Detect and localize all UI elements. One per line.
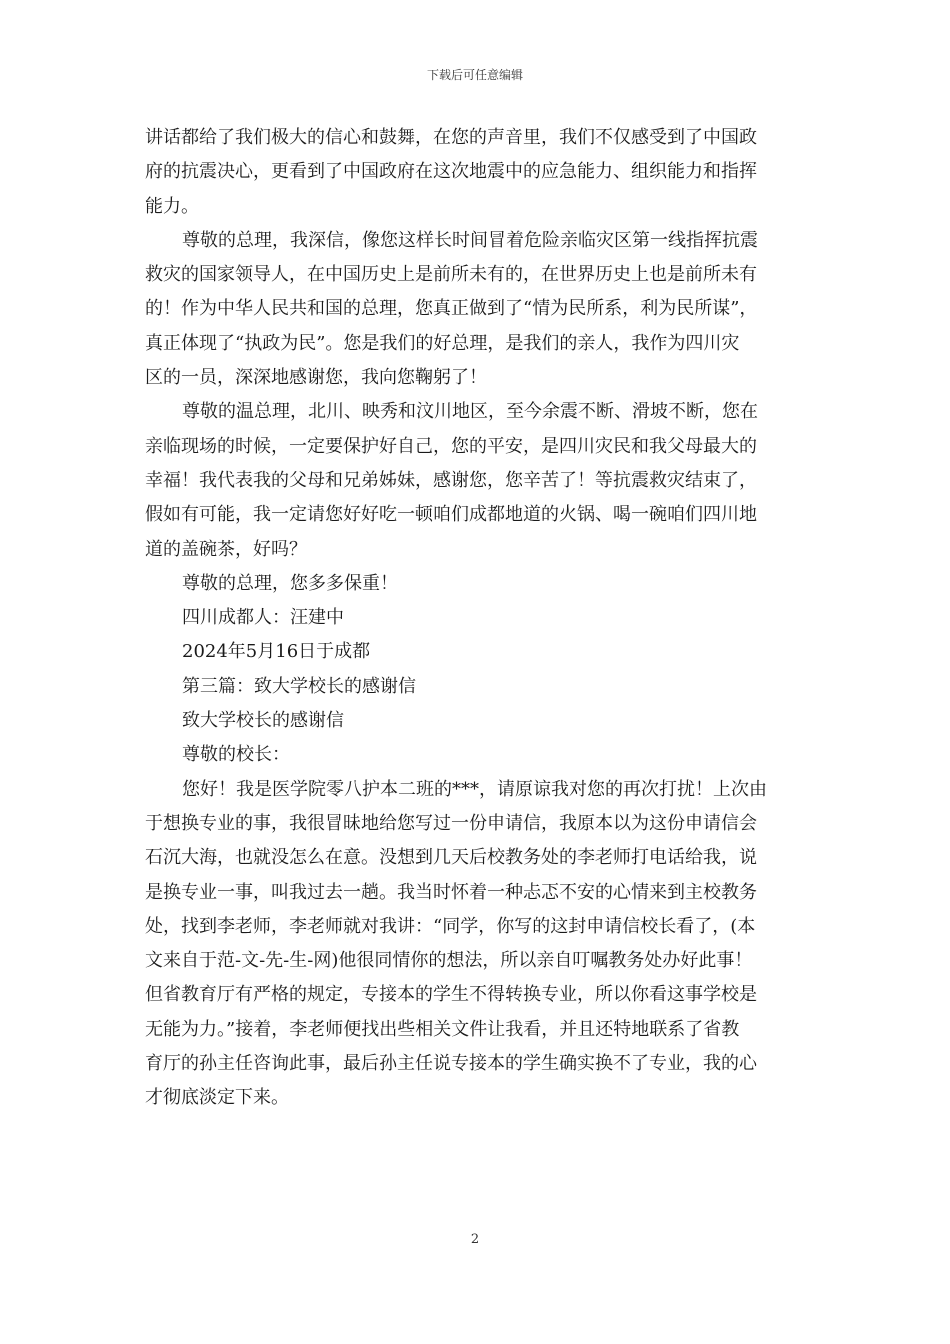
- text-line: 但省教育厅有严格的规定，专接本的学生不得转换专业，所以你看这事学校是: [145, 984, 757, 1006]
- document-body: [145, 121, 810, 1116]
- text-line: 于想换专业的事，我很冒昧地给您写过一份申请信，我原本以为这份申请信会: [145, 812, 757, 834]
- text-line: 处，找到李老师，李老师就对我讲：“同学，你写的这封申请信校长看了，(本: [145, 915, 756, 937]
- text-line: 尊敬的总理，我深信，像您这样长时间冒着危险亲临灾区第一线指挥抗震: [182, 229, 758, 251]
- text-line: 尊敬的温总理，北川、映秀和汶川地区，至今余震不断、滑坡不断，您在: [182, 401, 758, 423]
- text-line: 尊敬的校长：: [182, 744, 290, 766]
- paragraph: [145, 567, 810, 601]
- text-line: 2024年5月16日于成都: [182, 641, 371, 663]
- text-line: 文来自于范-文-先-生-网)他很同情你的想法，所以亲自叮嘱教务处办好此事！: [145, 950, 753, 972]
- text-line: 讲话都给了我们极大的信心和鼓舞，在您的声音里，我们不仅感受到了中国政: [145, 127, 757, 148]
- text-line: 第三篇：致大学校长的感谢信: [182, 675, 416, 697]
- paragraph: [145, 738, 810, 772]
- text-line: 石沉大海，也就没怎么在意。没想到几天后校教务处的李老师打电话给我，说: [145, 847, 757, 869]
- text-line: 能力。: [145, 195, 199, 217]
- text-line: 道的盖碗茶，好吗？: [145, 538, 307, 560]
- text-line: 无能为力。”接着，李老师便找出些相关文件让我看，并且还特地联系了省教: [145, 1018, 740, 1040]
- text-line: 假如有可能，我一定请您好好吃一顿咱们成都地道的火锅、喝一碗咱们四川地: [145, 504, 757, 526]
- text-line: 四川成都人：汪建中: [182, 607, 344, 629]
- paragraph: [145, 224, 810, 395]
- paragraph: [145, 704, 810, 738]
- text-line: 救灾的国家领导人，在中国历史上是前所未有的，在世界历史上也是前所未有: [145, 264, 757, 286]
- paragraph: [145, 395, 810, 566]
- text-line: 才彻底淡定下来。: [145, 1087, 289, 1109]
- text-line: 区的一员，深深地感谢您，我向您鞠躬了！: [145, 367, 487, 389]
- page-header: 下载后可任意编辑: [426, 68, 523, 82]
- text-line: 幸福！我代表我的父母和兄弟姊妹，感谢您，您辛苦了！等抗震救灾结束了，: [145, 469, 757, 491]
- text-line: 的！作为中华人民共和国的总理，您真正做到了“情为民所系，利为民所谋”，: [145, 298, 758, 320]
- text-line: 育厅的孙主任咨询此事，最后孙主任说专接本的学生确实换不了专业，我的心: [145, 1053, 757, 1075]
- paragraph: [145, 121, 810, 224]
- paragraph: [145, 773, 810, 1116]
- text-line: 尊敬的总理，您多多保重！: [182, 572, 398, 594]
- text-line: 是换专业一事，叫我过去一趟。我当时怀着一种忐忑不安的心情来到主校教务: [145, 881, 757, 903]
- paragraph: [145, 670, 810, 704]
- text-line: 您好！我是医学院零八护本二班的***，请原谅我对您的再次打扰！上次由: [182, 778, 767, 800]
- text-line: 致大学校长的感谢信: [182, 710, 344, 732]
- text-line: 府的抗震决心，更看到了中国政府在这次地震中的应急能力、组织能力和指挥: [145, 161, 757, 183]
- text-line: 真正体现了“执政为民”。您是我们的好总理，是我们的亲人，我作为四川灾: [145, 332, 740, 354]
- paragraph: [145, 601, 810, 635]
- page-number: 2: [470, 1232, 480, 1247]
- text-line: 亲临现场的时候，一定要保护好自己，您的平安，是四川灾民和我父母最大的: [145, 435, 757, 457]
- paragraph: [145, 635, 810, 669]
